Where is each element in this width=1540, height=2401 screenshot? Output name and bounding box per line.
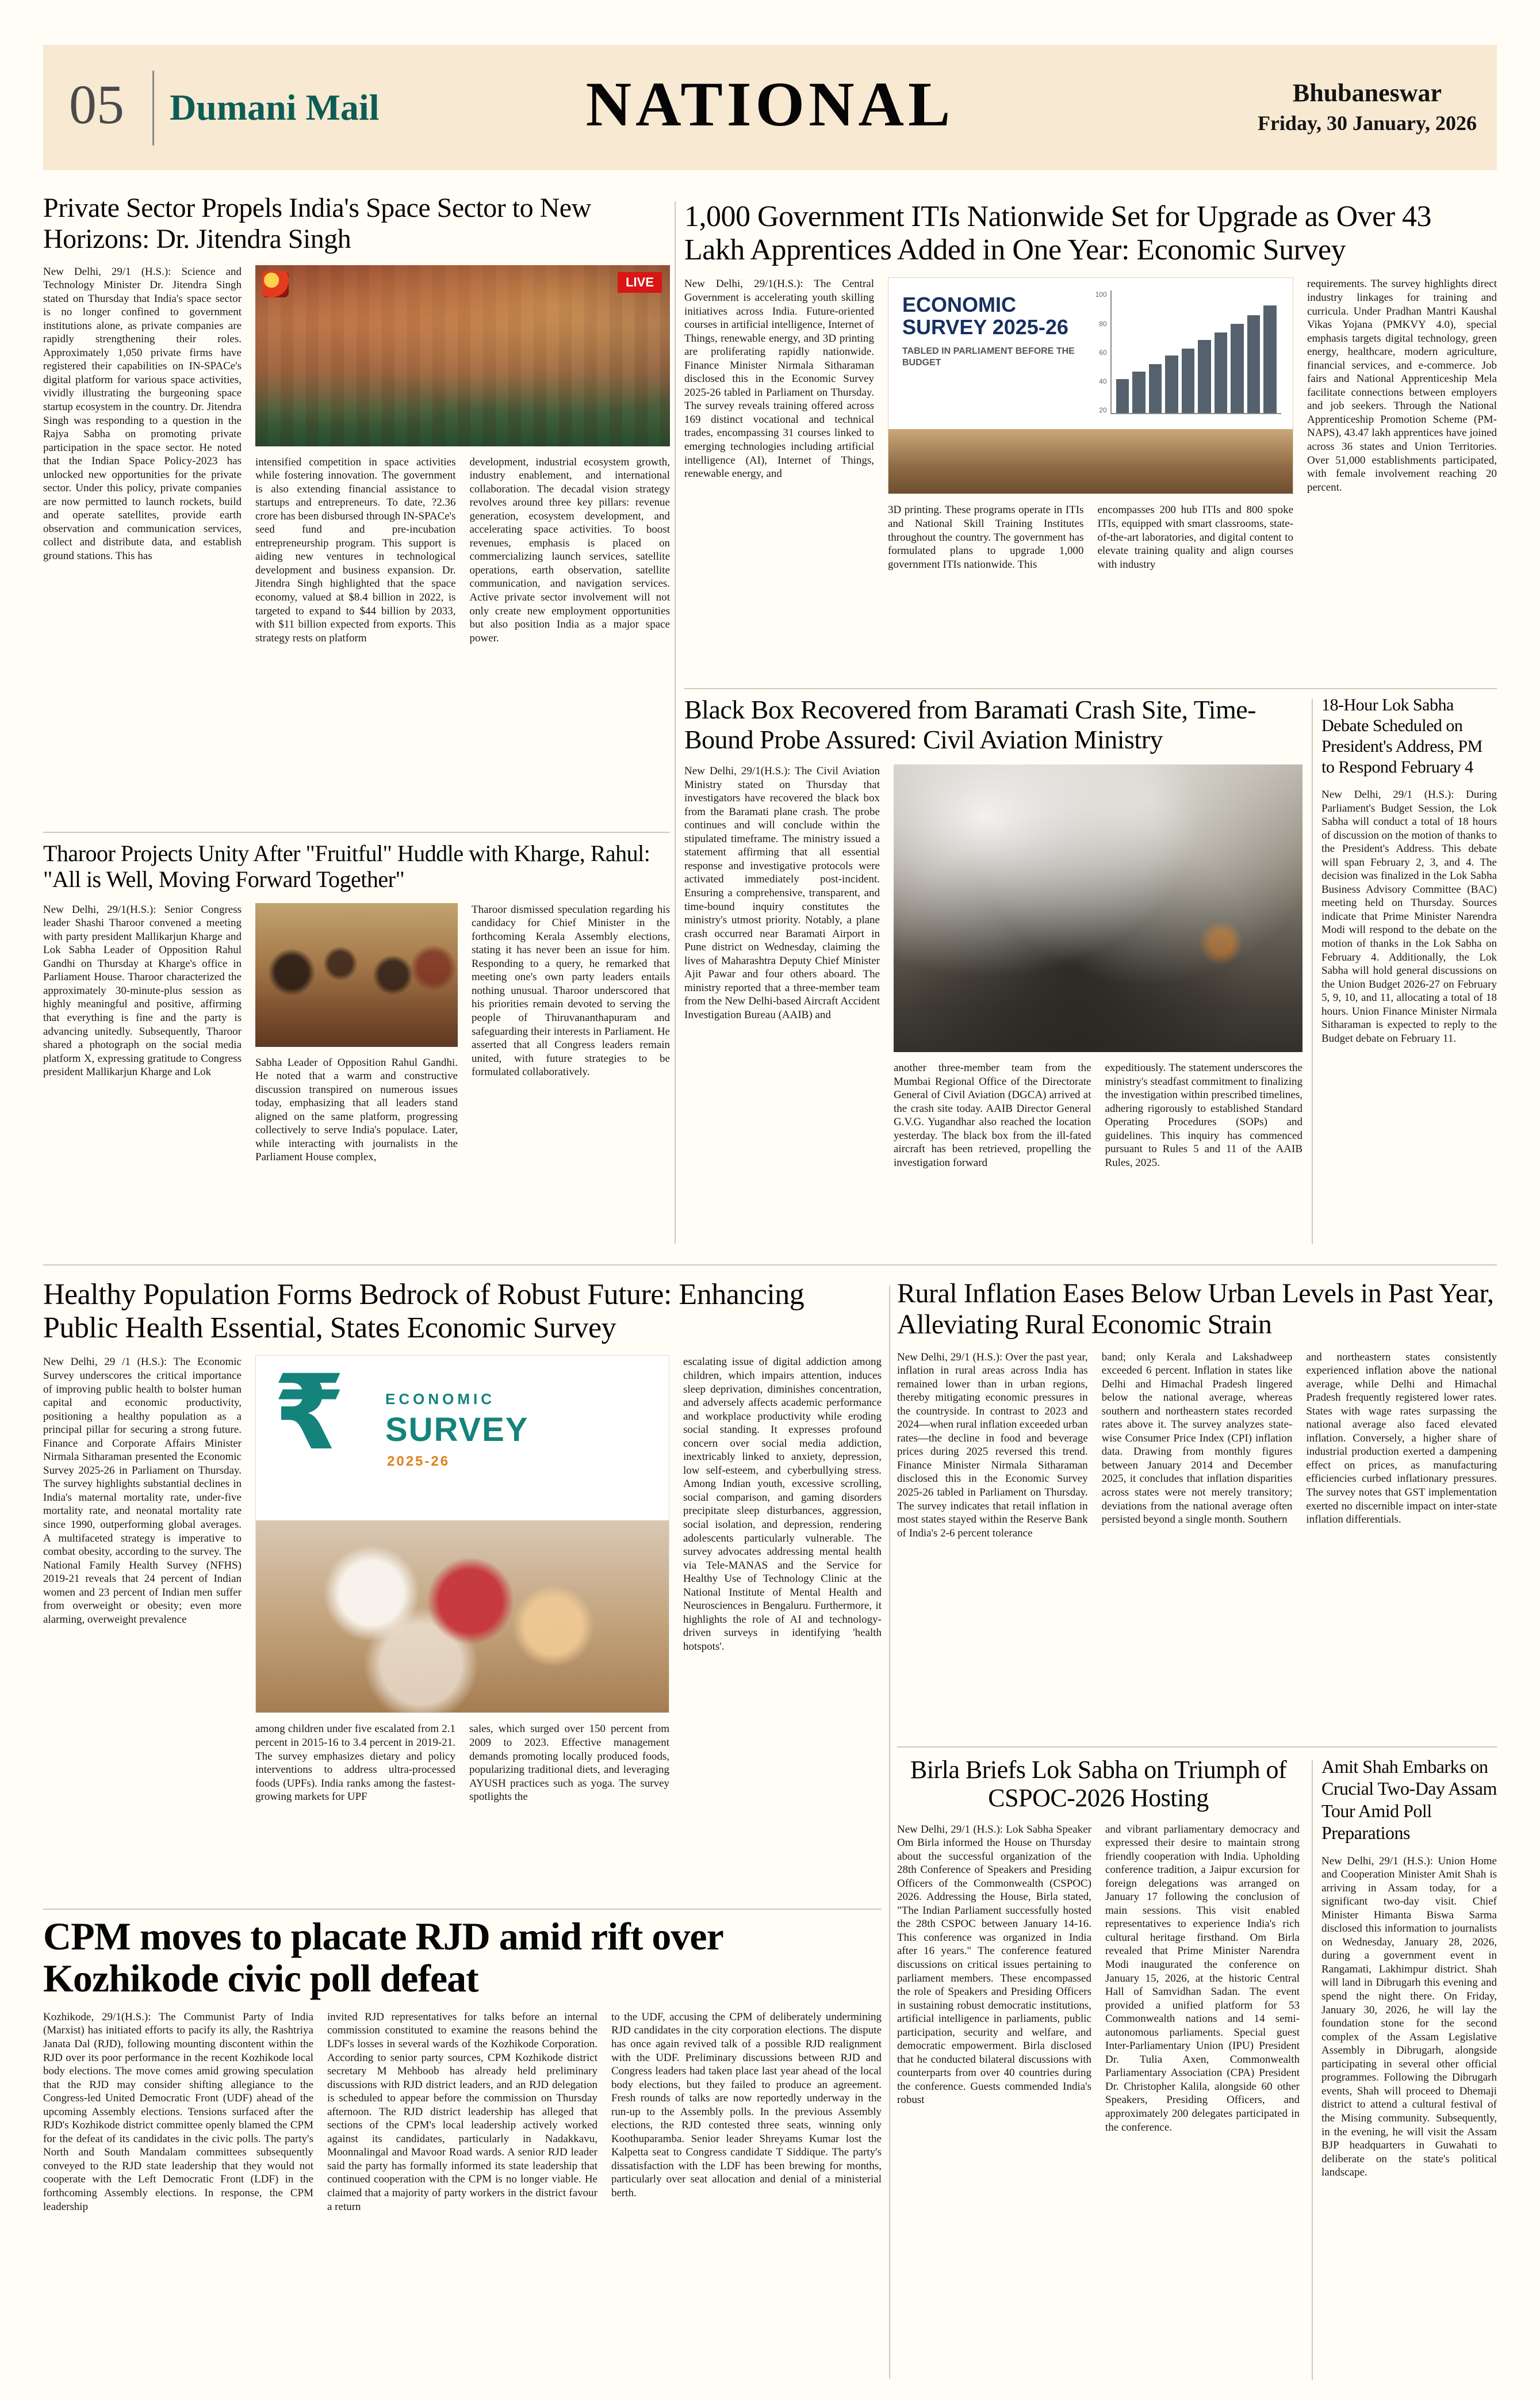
survey-chart-bars xyxy=(1110,290,1281,414)
article-tharoor-col2: Sabha Leader of Opposition Rahul Gandhi. He noted that a warm and constructive discussion transpired on numerous issues today, emphasizing that all leaders stand aligned on the same platform, progressing collectively to serve India's populace. Later, while interacting with journalists in the Parliament House complex, xyxy=(255,1056,458,1164)
article-tharoor-headline: Tharoor Projects Unity After "Fruitful" Huddle with Kharge, Rahul: "All is Well, Moving Forward Together" xyxy=(43,841,650,892)
crash-site-photo xyxy=(894,764,1303,1052)
survey-chart-bar xyxy=(1247,315,1261,413)
article-tharoor-unity xyxy=(43,841,670,1251)
survey-chart-bar xyxy=(1165,355,1178,413)
section-rule-mid-page xyxy=(43,1264,1497,1266)
survey-chart-tick: 100 xyxy=(1095,290,1107,299)
article-inflation-col1: New Delhi, 29/1 (H.S.): Over the past year, inflation in rural areas across India has remained lower than in urban regions, thereby mitigating economic pressures in the countryside. In contrast to 2023 and 2024—when rural inflation exceeded urban rates—the decline in food and beverage prices during 2025 reversed this trend. Finance Minister Nirmala Sitharaman disclosed this in the Economic Survey 2025-26 tabled in Parliament on Thursday. The survey indicates that retail inflation in most states stayed within the Reserve Bank of India's 2-6 percent tolerance xyxy=(897,1351,1088,1539)
article-tharoor-col3: Tharoor dismissed speculation regarding his candidacy for Chief Minister in the forthcoming Kerala Assembly elections, stating it has never been an issue for him. Responding to a query, he remarked that meeting one's own party leaders entails nothing unusual. Tharoor underscored that his priorities remain devoted to serving the people of Thiruvananthapuram and safeguarding their interests in Parliament. He asserted that all Congress leaders remain united, with future strategies to be formulated collaboratively. xyxy=(472,903,670,1079)
article-shah-headline: Amit Shah Embarks on Crucial Two-Day Assam Tour Amid Poll Preparations xyxy=(1321,1756,1497,1844)
rupee-symbol-icon: ₹ xyxy=(273,1355,346,1474)
survey-chart-bar xyxy=(1182,349,1195,414)
article-blackbox-col1: New Delhi, 29/1(H.S.): The Civil Aviation Ministry stated on Thursday that investigators have recovered the black box from the Baramati plane crash. The probe continues and will conclude within the stipulated timeframe. The ministry issued a statement affirming that all essential response and investigative protocols were activated immediately post-incident. Ensuring a comprehensive, transparent, and time-bound inquiry constitutes the ministry's utmost priority. Notably, a plane crash occurred near Baramati Airport in Pune district on Wednesday, claiming the lives of Maharashtra Deputy Chief Minister Ajit Pawar and four others aboard. The ministry reported that a three-member team from the New Delhi-based Aircraft Accident Investigation Bureau (AAIB) and xyxy=(684,765,880,1021)
section-rule-inflation-birla xyxy=(897,1746,1497,1748)
survey-cover-family-photo xyxy=(256,1520,669,1713)
column-rule-right-bottom xyxy=(1312,1760,1313,2380)
article-health-col2: among children under five escalated from 2.1 percent in 2015-16 to 3.4 percent in 2019-21. The survey emphasizes dietary and policy interventions to address ultra-processed foods (UPFs). India ranks among the fastest-growing markets for UPF xyxy=(255,1723,455,1803)
article-space-sector xyxy=(43,193,670,824)
edition-city: Bhubaneswar xyxy=(1292,79,1442,107)
page-header xyxy=(43,45,1497,170)
article-cpm-col1: Kozhikode, 29/1(H.S.): The Communist Party of India (Marxist) has initiated efforts to pacify its ally, the Rashtriya Janata Dal (RJD), following mounting discontent within the RJD over its poor performance in the recent Kozhikode local body elections. The move comes amid growing speculation that the RJD may consider shifting allegiance to the Congress-led United Democratic Front (UDF) ahead of the upcoming Assembly elections. Tensions surfaced after the RJD's Kozhikode district committee openly blamed the CPM for the defeat of its candidates in the civic polls. The party's North and South Mandalam committees subsequently conveyed to the RJD state leadership that they would not cooperate with the Left Democratic Front (LDF) in the forthcoming Assembly elections. In response, the CPM leadership xyxy=(43,2010,313,2213)
survey-cover-survey: SURVEY xyxy=(385,1411,529,1449)
article-itis-col2: 3D printing. These programs operate in ITIs and National Skill Training Institutes throughout the country. The government has formulated plans to upgrade 1,000 government ITIs nationwide. This xyxy=(888,504,1084,571)
broadcast-logo-icon xyxy=(262,271,289,297)
article-birla-headline: Birla Briefs Lok Sabha on Triumph of CSPOC-2026 Hosting xyxy=(910,1756,1287,1813)
article-space-sector-col2: intensified competition in space activities while fostering innovation. The government is also extending financial assistance to startups and entrepreneurs. To date, ?2.36 crore has been disbursed through IN-SPACe's seed fund and pre-incubation entrepreneurship program. This support is aiding new ventures in technological development and business expansion. Dr. Jitendra Singh highlighted that the space economy, valued at $8.4 billion in 2022, is targeted to expand to $44 billion by 2033, with $11 billion expected from exports. This strategy rests on platform xyxy=(255,456,456,644)
economic-survey-tabled-graphic xyxy=(888,277,1293,494)
survey-cover-years: 2025-26 xyxy=(387,1454,450,1470)
article-cpm-headline: CPM moves to placate RJD amid rift over Kozhikode civic poll defeat xyxy=(43,1916,723,2001)
article-inflation-headline: Rural Inflation Eases Below Urban Levels in Past Year, Alleviating Rural Economic Strain xyxy=(897,1278,1494,1340)
article-itis-col4: requirements. The survey highlights direct industry linkages for training and curricula. Under Pradhan Mantri Kaushal Vikas Yojana (PMKVY 4.0), special emphasis targets digital technology, green energy, healthcare, modern agriculture, financial services, and e-commerce. Job fairs and National Apprenticeship Mela facilitate connections between employers and job seekers. Through the National Apprenticeship Promotion Scheme (PM-NAPS), 43.47 lakh apprentices have joined across 36 states and Union Territories. Over 51,000 establishments participated, with female involvement reaching 20 percent. xyxy=(1307,278,1497,494)
survey-chart-bar xyxy=(1198,340,1211,414)
section-title: NATIONAL xyxy=(585,69,955,139)
article-birla-col1: New Delhi, 29/1 (H.S.): Lok Sabha Speaker Om Birla informed the House on Thursday about the successful organization of the 28th Conference of Speakers and Presiding Officers of the Commonwealth (CSPOC) 2026. Addressing the House, Birla stated, "The Indian Parliament successfully hosted the 28th CSPOC between January 14-16. This conference was organized in India after 16 years." The conference featured discussions on critical issues pertaining to parliament members. These encompassed the role of Speakers and Presiding Officers in sustaining robust democratic institutions, artificial intelligence in parliaments, public participation, security and welfare, and democratic empowerment. Birla disclosed that he conducted bilateral discussions with counterparts from over 40 countries during the conference. Guests commended India's robust xyxy=(897,1823,1091,2106)
article-healthy-population xyxy=(43,1278,882,1906)
article-blackbox-headline: Black Box Recovered from Baramati Crash Site, Time-Bound Probe Assured: Civil Aviation Ministry xyxy=(684,695,1256,754)
article-health-headline: Healthy Population Forms Bedrock of Robust Future: Enhancing Public Health Essential, States Economic Survey xyxy=(43,1278,805,1345)
masthead: Dumani Mail xyxy=(170,87,380,128)
article-blackbox xyxy=(684,695,1303,1251)
section-rule-space-tharoor xyxy=(43,832,670,833)
dateline xyxy=(1258,78,1477,135)
article-itis-col1: New Delhi, 29/1(H.S.): The Central Government is accelerating youth skilling initiatives across India. Future-oriented courses in artificial intelligence, Internet of Things, renewable energy, and 3D printing are proliferating rapidly nationwide. Finance Minister Nirmala Sitharaman disclosed this in the Economic Survey 2025-26 tabled in Parliament on Thursday. The survey reveals training offered across 169 distinct vocational and technical trades, encompassing 31 courses linked to emerging technologies including artificial intelligence (AI), Internet of Things, renewable energy, and xyxy=(684,278,874,480)
article-health-col4: escalating issue of digital addiction among children, which impairs attention, induces sleep deprivation, diminishes concentration, and adversely affects academic performance and workplace productivity while eroding social standing. It expresses profound concern over social media addiction, inextricably linked to anxiety, depression, low self-esteem, and cyberbullying stress. Among Indian youth, excessive scrolling, social comparison, and gaming disorders precipitate sleep disturbances, aggression, social isolation, and depression, rendering adolescents particularly vulnerable. The survey advocates addressing mental health via Tele-MANAS and the Service for Healthy Use of Technology Clinic at the National Institute of Mental Health and Neurosciences in Bengaluru. Furthermore, it highlights the role of AI and technology-driven surveys in identifying 'health hotspots'. xyxy=(683,1356,882,1653)
live-badge: LIVE xyxy=(618,272,662,293)
article-blackbox-col2: another three-member team from the Mumbai Regional Office of the Directorate General of Civil Aviation (DGCA) arrived at the crash site today. AAIB Director General G.V.G. Yugandhar also reached the location yesterday. The black box from the ill-fated aircraft has been retrieved, propelling the investigation forward xyxy=(894,1062,1091,1169)
economic-survey-cover-photo xyxy=(255,1355,669,1713)
article-itis-upgrade-headline: 1,000 Government ITIs Nationwide Set for Upgrade as Over 43 Lakh Apprentices Added in One Year: Economic Survey xyxy=(684,200,1432,267)
column-rule-right-top xyxy=(1312,699,1313,1244)
article-loksabha-debate-body: New Delhi, 29/1 (H.S.): During Parliament's Budget Session, the Lok Sabha will conduct a total of 18 hours of discussion on the motion of thanks to the President's Address. This debate will span February 2, 3, and 4. The decision was finalized in the Lok Sabha Business Advisory Committee (BAC) meeting held on Thursday. Sources indicate that Prime Minister Narendra Modi will respond to the debate on the motion of thanks in the Lok Sabha on February 4. Additionally, the Lok Sabha will hold general discussions on the Union Budget 2026-27 on February 5, 9, 10, and 11, allocating a total of 18 hours. Union Finance Minister Nirmala Sitharaman is expected to reply to the Budget debate on February 11. xyxy=(1321,789,1497,1045)
article-space-sector-col1: New Delhi, 29/1 (H.S.): Science and Technology Minister Dr. Jitendra Singh stated on Thursday that India's space sector is no longer confined to government institutions alone, as private companies are rapidly strengthening their roles. Approximately 1,050 private firms have registered their capabilities on IN-SPACe's digital platform for various space activities, vividly illustrating the burgeoning space startup ecosystem in the country. Dr. Jitendra Singh was responding to a question in the Rajya Sabha on promoting private participation in the space sector. He noted that the Indian Space Policy-2023 has unlocked new opportunities for the private sector. Under this policy, private companies are now permitted to launch rockets, build and operate satellites, provide earth observation and communication services, collect and distribute data, and establish ground stations. This has xyxy=(43,265,242,562)
survey-chart-ticks xyxy=(1095,290,1110,414)
article-loksabha-debate-headline: 18-Hour Lok Sabha Debate Scheduled on President's Address, PM to Respond February 4 xyxy=(1321,695,1482,777)
column-rule-left xyxy=(675,201,676,1244)
masthead-divider xyxy=(152,71,154,146)
column-rule-center-bottom xyxy=(889,1286,890,2379)
survey-hands-photo xyxy=(888,429,1293,494)
survey-graphic-title: ECONOMIC SURVEY 2025-26 xyxy=(902,293,1068,339)
article-loksabha-debate xyxy=(1321,695,1497,1251)
survey-chart-tick: 20 xyxy=(1099,406,1107,415)
survey-chart-tick: 80 xyxy=(1099,319,1107,328)
section-rule-health-cpm xyxy=(43,1909,882,1910)
survey-chart-bar xyxy=(1215,332,1228,414)
article-space-sector-headline: Private Sector Propels India's Space Sector to New Horizons: Dr. Jitendra Singh xyxy=(43,193,591,254)
parliament-session-photo xyxy=(255,265,670,446)
article-birla-col2: and vibrant parliamentary democracy and expressed their desire to maintain strong friendly cooperation with India. Upholding conference tradition, a Jaipur excursion for foreign delegations was arranged on January 17 following the conclusion of main sessions. This visit enabled representatives to experience India's rich cultural heritage firsthand. Om Birla revealed that Prime Minister Narendra Modi inaugurated the conference on January 15, 2026, at the historic Central Hall of Samvidhan Sadan. The event provided a unified platform for 53 Commonwealth nations and 14 semi-autonomous parliaments. Special guest Inter-Parliamentary Union (IPU) President Dr. Tulia Axen, Commonwealth Parliamentary Association (CPA) President Dr. Christopher Kalila, alongside 60 other Speakers, Presiding Officers, and approximately 200 delegates participated in the conference. xyxy=(1105,1823,1300,2134)
survey-chart-bar xyxy=(1231,324,1244,413)
article-itis-upgrade xyxy=(684,200,1497,682)
article-rural-inflation xyxy=(897,1278,1497,1738)
article-cpm-rjd xyxy=(43,1916,882,2387)
survey-chart-tick: 60 xyxy=(1099,348,1107,357)
article-inflation-col3: and northeastern states consistently experienced inflation above the national average, while Delhi and Himachal Pradesh frequently registered lower rates. States with wage rates surpassing the national average also faced elevated inflation. Conversely, a higher share of industrial production exerted a dampening effect on prices, as manufacturing efficiencies curbed inflationary pressures. The survey notes that GST implementation exerted no discernible impact on inter-state inflation differentials. xyxy=(1306,1351,1497,1526)
survey-cover-economic: ECONOMIC xyxy=(385,1390,495,1408)
survey-chart xyxy=(1095,290,1281,414)
article-birla-cspoc xyxy=(897,1756,1300,2387)
article-cpm-col2: invited RJD representatives for talks before an internal commission constituted to examine the reasons behind the LDF's losses in several wards of the Kozhikode Corporation. According to senior party sources, CPM Kozhikode district secretary M Mehboob has already held preliminary discussions with RJD district leaders, and an RJD delegation is scheduled to appear before the commission on Thursday afternoon. The RJD district leadership has alleged that sections of the CPM's local leadership actively worked against its candidates, particularly in Nadakkavu, Moonnalingal and Mavoor Road wards. A senior RJD leader said the party has formally informed its state leadership that continued cooperation with the CPM is no longer viable. He claimed that a majority of party workers in the district favour a return xyxy=(327,2010,597,2213)
page-number: 05 xyxy=(69,74,124,135)
article-shah-assam xyxy=(1321,1756,1497,2387)
edition-date: Friday, 30 January, 2026 xyxy=(1257,112,1477,135)
article-space-sector-col3: development, industrial ecosystem growth, industry enablement, and international collaboration. The decadal vision strategy revolves around three key pillars: revenue generation, ecosystem development, and accelerating space activities. To boost revenues, emphasis is placed on commercializing launch services, satellite operations, earth observation, satellite communication, and navigation services. Active private sector involvement will not only create new employment opportunities but also position India as a major space power. xyxy=(469,456,670,644)
article-inflation-col2: band; only Kerala and Lakshadweep exceeded 6 percent. Inflation in states like Delhi and Himachal Pradesh lingered below the national average, whereas southern and northeastern states recorded rates above it. The survey analyzes state-wise Consumer Price Index (CPI) inflation data. Drawing from monthly figures between January 2014 and December 2025, it concludes that inflation disparities across states were not merely transitory; deviations from the national average often persisted beyond a single month. Southern xyxy=(1101,1351,1293,1526)
article-blackbox-col3: expeditiously. The statement underscores the ministry's steadfast commitment to finalizing the investigation within prescribed timelines, adhering rigorously to established Standard Operating Procedures (SOPs) and guidelines. This inquiry has commenced pursuant to Rules 5 and 11 of the AAIB Rules, 2025. xyxy=(1105,1062,1303,1169)
article-health-col3: sales, which surged over 150 percent from 2009 to 2023. Effective management demands promoting locally produced foods, popularizing traditional diets, and leveraging AYUSH practices such as yoga. The survey spotlights the xyxy=(469,1723,669,1803)
article-tharoor-col1: New Delhi, 29/1(H.S.): Senior Congress leader Shashi Tharoor convened a meeting with party president Mallikarjun Kharge and Lok Sabha Leader of Opposition Rahul Gandhi on Thursday at Kharge's office in Parliament House. Tharoor characterized the approximately 30-minute-plus session as highly meaningful and positive, affirming that everything is fine and the party is advancing unitedly. Subsequently, Tharoor shared a photograph on the social media platform X, expressing gratitude to Congress president Mallikarjun Kharge and Lok xyxy=(43,903,242,1079)
section-rule-itis-blackbox xyxy=(684,688,1497,689)
article-health-col1: New Delhi, 29 /1 (H.S.): The Economic Survey underscores the critical importance of improving public health to bolster human capital and economic productivity, positioning a healthy population as a principal pillar for securing a strong future. Finance and Corporate Affairs Minister Nirmala Sitharaman presented the Economic Survey 2025-26 in Parliament on Thursday. The survey highlights substantial declines in India's maternal mortality rate, under-five mortality rate, and neonatal mortality rate since 1990, outperforming global averages. A multifaceted strategy is imperative to combat obesity, according to the survey. The National Family Health Survey (NFHS) 2019-21 reveals that 24 percent of Indian women and 23 percent of Indian men suffer from overweight or obesity; even more alarming, overweight prevalence xyxy=(43,1356,242,1626)
congress-meeting-photo xyxy=(255,903,458,1047)
article-shah-body: New Delhi, 29/1 (H.S.): Union Home and Cooperation Minister Amit Shah is arriving in Assam today, for a significant two-day visit. Chief Minister Himanta Biswa Sarma disclosed this information to journalists on Wednesday, January 28, 2026, during a government event in Rangamati, Lakhimpur district. Shah will land in Dibrugarh this evening and spend the night there. On Friday, January 30, 2026, he will lay the foundation stone for the second complex of the Assam Legislative Assembly in Dibrugarh, alongside participating in several other official programmes. Following the Dibrugarh events, Shah will proceed to Dhemaji district to attend a cultural festival of the Mising community. Subsequently, in the evening, he will visit the Assam BJP headquarters in Guwahati to deliberate on the state's political landscape. xyxy=(1321,1855,1497,2179)
survey-chart-bar xyxy=(1132,372,1146,413)
survey-graphic-subtitle: TABLED IN PARLIAMENT BEFORE THE BUDGET xyxy=(902,346,1075,368)
survey-cover-top xyxy=(256,1356,669,1520)
survey-chart-bar xyxy=(1116,379,1129,414)
survey-chart-bar xyxy=(1149,364,1162,413)
article-cpm-col3: to the UDF, accusing the CPM of deliberately undermining RJD candidates in the city corporation elections. The dispute has once again revived talk of a possible RJD realignment with the UDF. Preliminary discussions between RJD and Congress leaders had taken place last year ahead of the local body elections, but they failed to produce an agreement. Fresh rounds of talks are now reportedly underway in the run-up to the Assembly polls. In the previous Assembly elections, the RJD contested three seats, winning only Koothuparamba. Senior leader Shreyams Kumar lost the Kalpetta seat to Congress candidate T Siddique. The party's dissatisfaction with the LDF has been brewing for months, particularly over seat allocation and denial of a ministerial berth. xyxy=(611,2010,882,2199)
survey-chart-bar xyxy=(1263,305,1277,413)
article-itis-col3: encompasses 200 hub ITIs and 800 spoke ITIs, equipped with smart classrooms, state-of-the-art laboratories, and digital content to elevate training quality and align courses with industry xyxy=(1097,504,1293,571)
survey-chart-tick: 40 xyxy=(1099,377,1107,386)
